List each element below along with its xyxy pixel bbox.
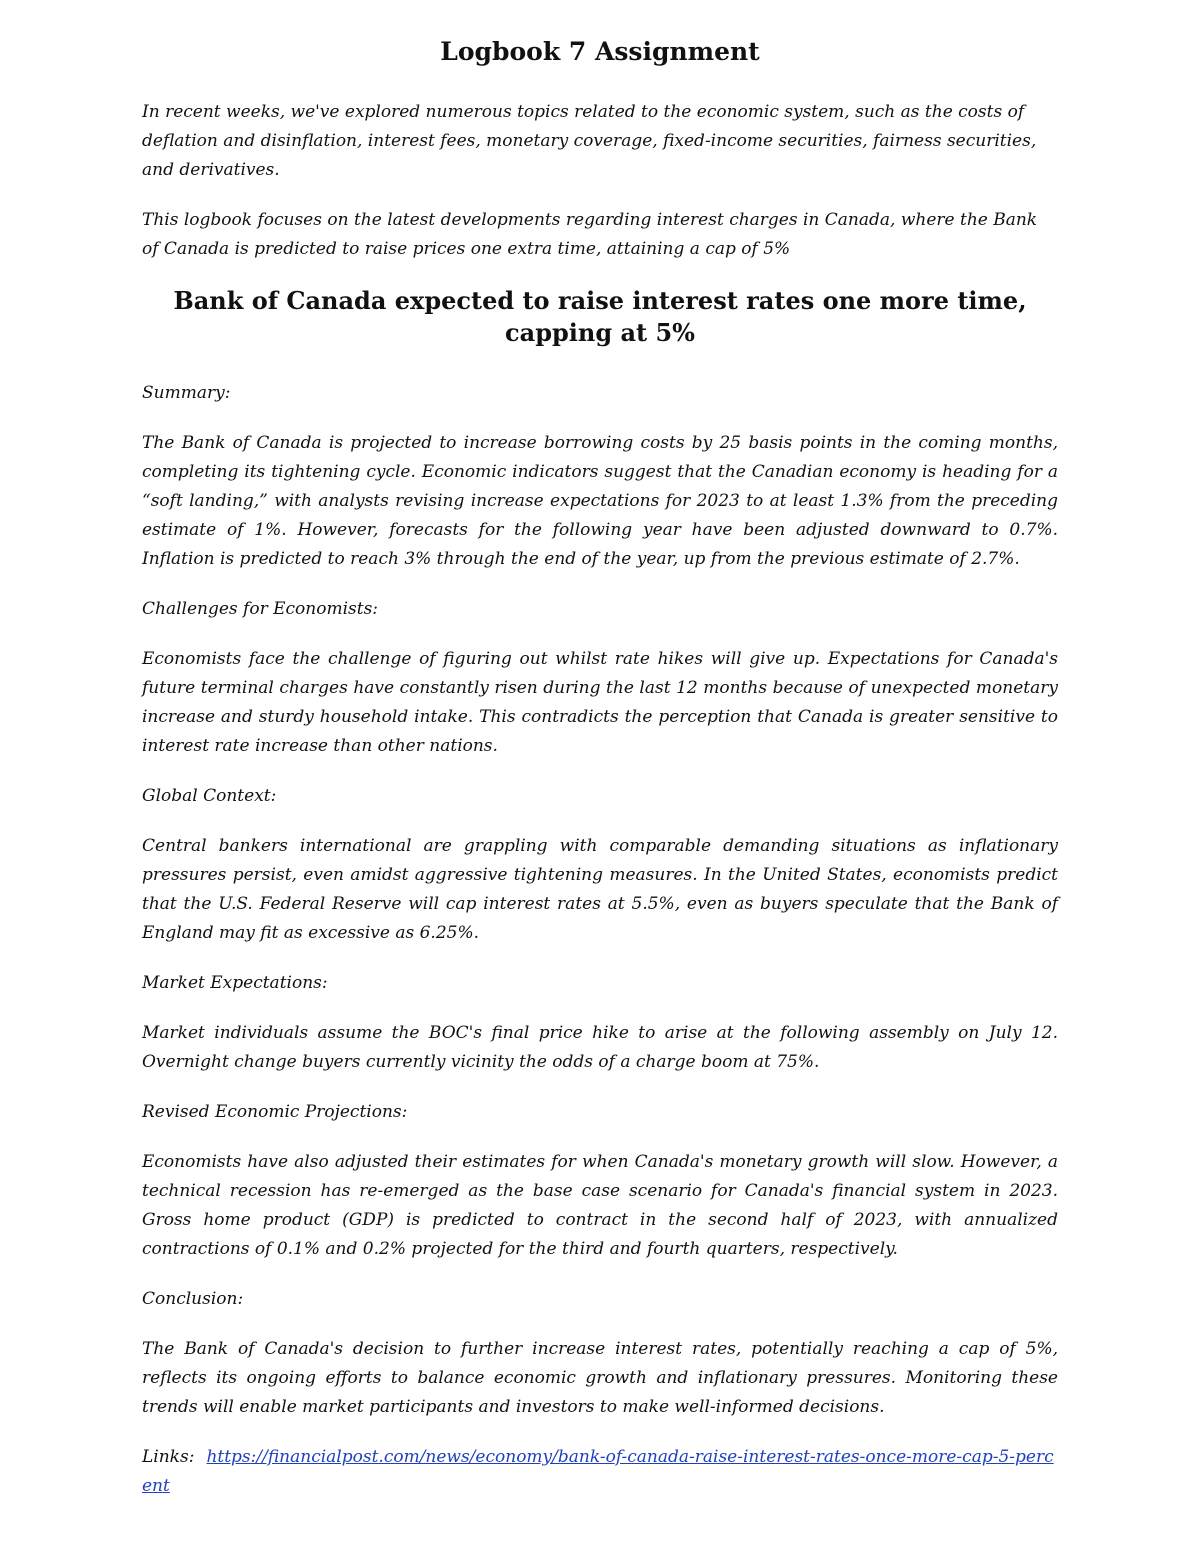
document-title: Logbook 7 Assignment bbox=[440, 37, 760, 66]
global-context-text: Central bankers international are grappling with comparable demanding situations as inflationary pressures persist, even amidst aggressive tightening measures. In the United States, economists predict that the U.S. Federal Reserve will cap interest rates at 5.5%, even as buyers speculate that the Bank of England may fit as excessive as 6.25%. bbox=[142, 836, 1058, 943]
intro-paragraph-2: This logbook focuses on the latest developments regarding interest charges in Canada, where the Bank of Canada is predicted to raise prices one extra time, attaining a cap of 5% bbox=[142, 210, 1038, 259]
revised-projections-label: Revised Economic Projections: bbox=[142, 1102, 408, 1122]
summary-text: The Bank of Canada is projected to increase borrowing costs by 25 basis points in the coming months, completing its tightening cycle. Economic indicators suggest that the Canadian economy is heading for a “soft landing,” with analysts revising increase expectations for 2023 to at least 1.3% from the preceding estimate of 1%. However, forecasts for the following year have been adjusted downward to 0.7%. Inflation is predicted to reach 3% through the end of the year, up from the previous estimate of 2.7%. bbox=[142, 433, 1058, 569]
conclusion-text: The Bank of Canada's decision to further increase interest rates, potentially reaching a cap of 5%, reflects its ongoing efforts to balance economic growth and inflationary pressures. Monitoring these trends will enable market participants and investors to make well-informed decisions. bbox=[142, 1339, 1058, 1417]
market-expectations-text: Market individuals assume the BOC's final price hike to arise at the following assembly on July 12. Overnight change buyers currently vicinity the odds of a charge boom at 75%. bbox=[142, 1023, 1058, 1072]
article-heading: Bank of Canada expected to raise interest rates one more time, capping at 5% bbox=[173, 286, 1027, 347]
source-link[interactable]: https://financialpost.com/news/economy/bank-of-canada-raise-interest-rates-once-more-cap-5-percent bbox=[142, 1447, 1054, 1496]
challenges-label: Challenges for Economists: bbox=[142, 599, 379, 619]
conclusion-label: Conclusion: bbox=[142, 1289, 244, 1309]
links-label: Links: bbox=[142, 1447, 195, 1467]
summary-label: Summary: bbox=[142, 383, 231, 403]
links-line bbox=[142, 1443, 1058, 1501]
intro-paragraph-1: In recent weeks, we've explored numerous topics related to the economic system, such as the costs of deflation and disinflation, interest fees, monetary coverage, fixed-income securities, fairness securities, and derivatives. bbox=[142, 102, 1037, 180]
revised-projections-text: Economists have also adjusted their estimates for when Canada's monetary growth will slow. However, a technical recession has re-emerged as the base case scenario for Canada's financial system in 2023. Gross home product (GDP) is predicted to contract in the second half of 2023, with annualized contractions of 0.1% and 0.2% projected for the third and fourth quarters, respectively. bbox=[142, 1152, 1058, 1259]
global-context-label: Global Context: bbox=[142, 786, 277, 806]
market-expectations-label: Market Expectations: bbox=[142, 973, 328, 993]
challenges-text: Economists face the challenge of figuring out whilst rate hikes will give up. Expectations for Canada's future terminal charges have constantly risen during the last 12 months because of unexpected monetary increase and sturdy household intake. This contradicts the perception that Canada is greater sensitive to interest rate increase than other nations. bbox=[142, 649, 1058, 756]
